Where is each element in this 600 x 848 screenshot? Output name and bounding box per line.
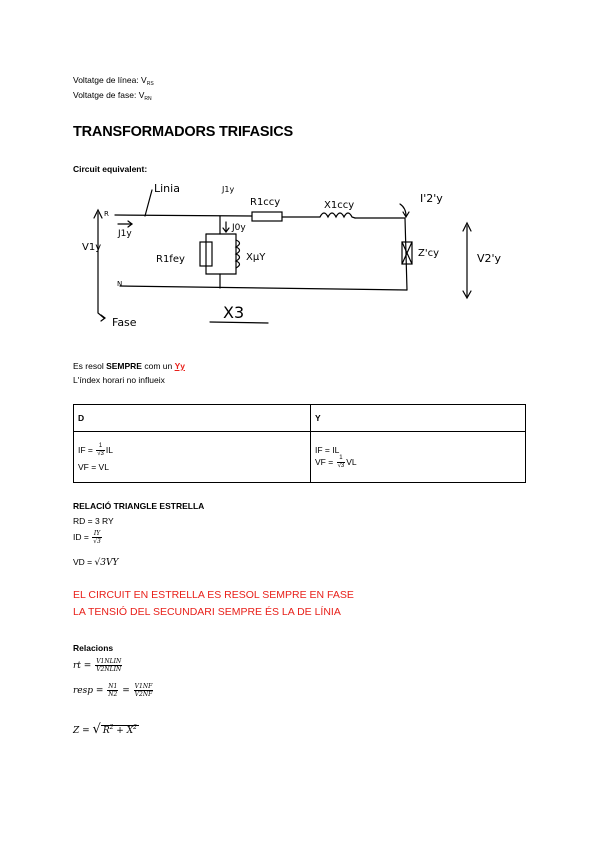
x3-underline [210, 322, 268, 323]
label-v1y: V1y [82, 242, 102, 253]
relacions-heading: Relacions [73, 643, 114, 653]
label-i2y: I'2'y [420, 192, 443, 205]
d-if: IF = $\frac{1}{√3}$ IL [78, 442, 113, 457]
top-wire-right [355, 218, 407, 290]
r1ccy-resistor [252, 212, 282, 221]
cell-y [311, 432, 526, 483]
relacio-heading: RELACIÓ TRIANGLE ESTRELLA [73, 501, 205, 511]
sqrt-symbol: √ [92, 722, 101, 737]
resp-formula: resp = $\frac{N1}{N2}$ = $\frac{V1NF}{V2NF}$ [73, 683, 153, 698]
circuit-labels [82, 182, 502, 329]
linia-pointer [145, 190, 152, 216]
header-d: D [74, 405, 311, 432]
y-vf: VF = $\frac{1}{√3}$ VL [315, 454, 357, 469]
cell-d [74, 432, 311, 483]
table-header-row [74, 405, 526, 432]
label-j1y: J1y [118, 229, 132, 239]
index-note: L'índex horari no influeix [73, 375, 165, 385]
label-j0y: J0y [232, 223, 246, 233]
phase-voltage: Voltatge de fase: $V_{RN}$ [73, 90, 152, 102]
label-x3: X3 [223, 303, 245, 322]
label-fase: Fase [112, 316, 137, 329]
label-z2y: Z'cy [418, 248, 440, 259]
label-linia: Linia [154, 182, 180, 195]
z-formula: Z = √ $R^2 + X^2$ [73, 722, 137, 737]
header-y: Y [311, 405, 526, 432]
sqrt-radicand: $R^2 + X^2$ [102, 724, 137, 736]
left-arrow-line [98, 213, 104, 318]
vd-formula: VD = √3VY [73, 557, 119, 568]
label-r: R [104, 210, 109, 218]
rd-formula: RD = 3 RY [73, 516, 114, 526]
label-n: N [117, 280, 123, 288]
label-j1y-top: J1y [222, 185, 235, 194]
delta-star-table [73, 404, 526, 483]
shunt-frame [206, 234, 236, 274]
label-xmu: XμY [246, 252, 266, 263]
label-x1ccy: X1ccy [324, 200, 355, 211]
label-v2y: V2'y [477, 252, 502, 265]
resol-line: Es resol SEMPRE com un Yy [73, 361, 185, 371]
y-if: IF = IL [315, 444, 340, 455]
rt-formula: rt = $\frac{\text{V1NLIN}}{\text{V2NLIN}}$ [73, 658, 122, 673]
top-wire-left [115, 215, 252, 216]
i2-arrow [400, 204, 406, 216]
circuit-diagram [70, 178, 510, 333]
id-formula: ID = $\frac{IY}{√3}$ [73, 530, 101, 545]
label-r1ccy: R1ccy [250, 197, 281, 208]
page-title: TRANSFORMADORS TRIFASICS [73, 124, 293, 140]
yy-highlight: Yy [174, 361, 185, 371]
x1ccy-inductor [320, 213, 355, 218]
fase-arrow-head [101, 315, 105, 321]
circuit-wires [94, 190, 471, 323]
line-voltage: Voltatge de línea: $V_{RS}$ [73, 75, 154, 87]
note-estrella: EL CIRCUIT EN ESTRELLA ES RESOL SEMPRE EN FASE [73, 589, 354, 601]
label-r1fey: R1fey [156, 254, 185, 265]
circuit-heading: Circuit equivalent: [73, 164, 148, 174]
table-row [74, 432, 526, 483]
note-secundari: LA TENSIÓ DEL SECUNDARI SEMPRE ÉS LA DE LÍNIA [73, 606, 341, 618]
bottom-wire [120, 286, 407, 290]
d-vf: VF = VL [78, 461, 109, 472]
